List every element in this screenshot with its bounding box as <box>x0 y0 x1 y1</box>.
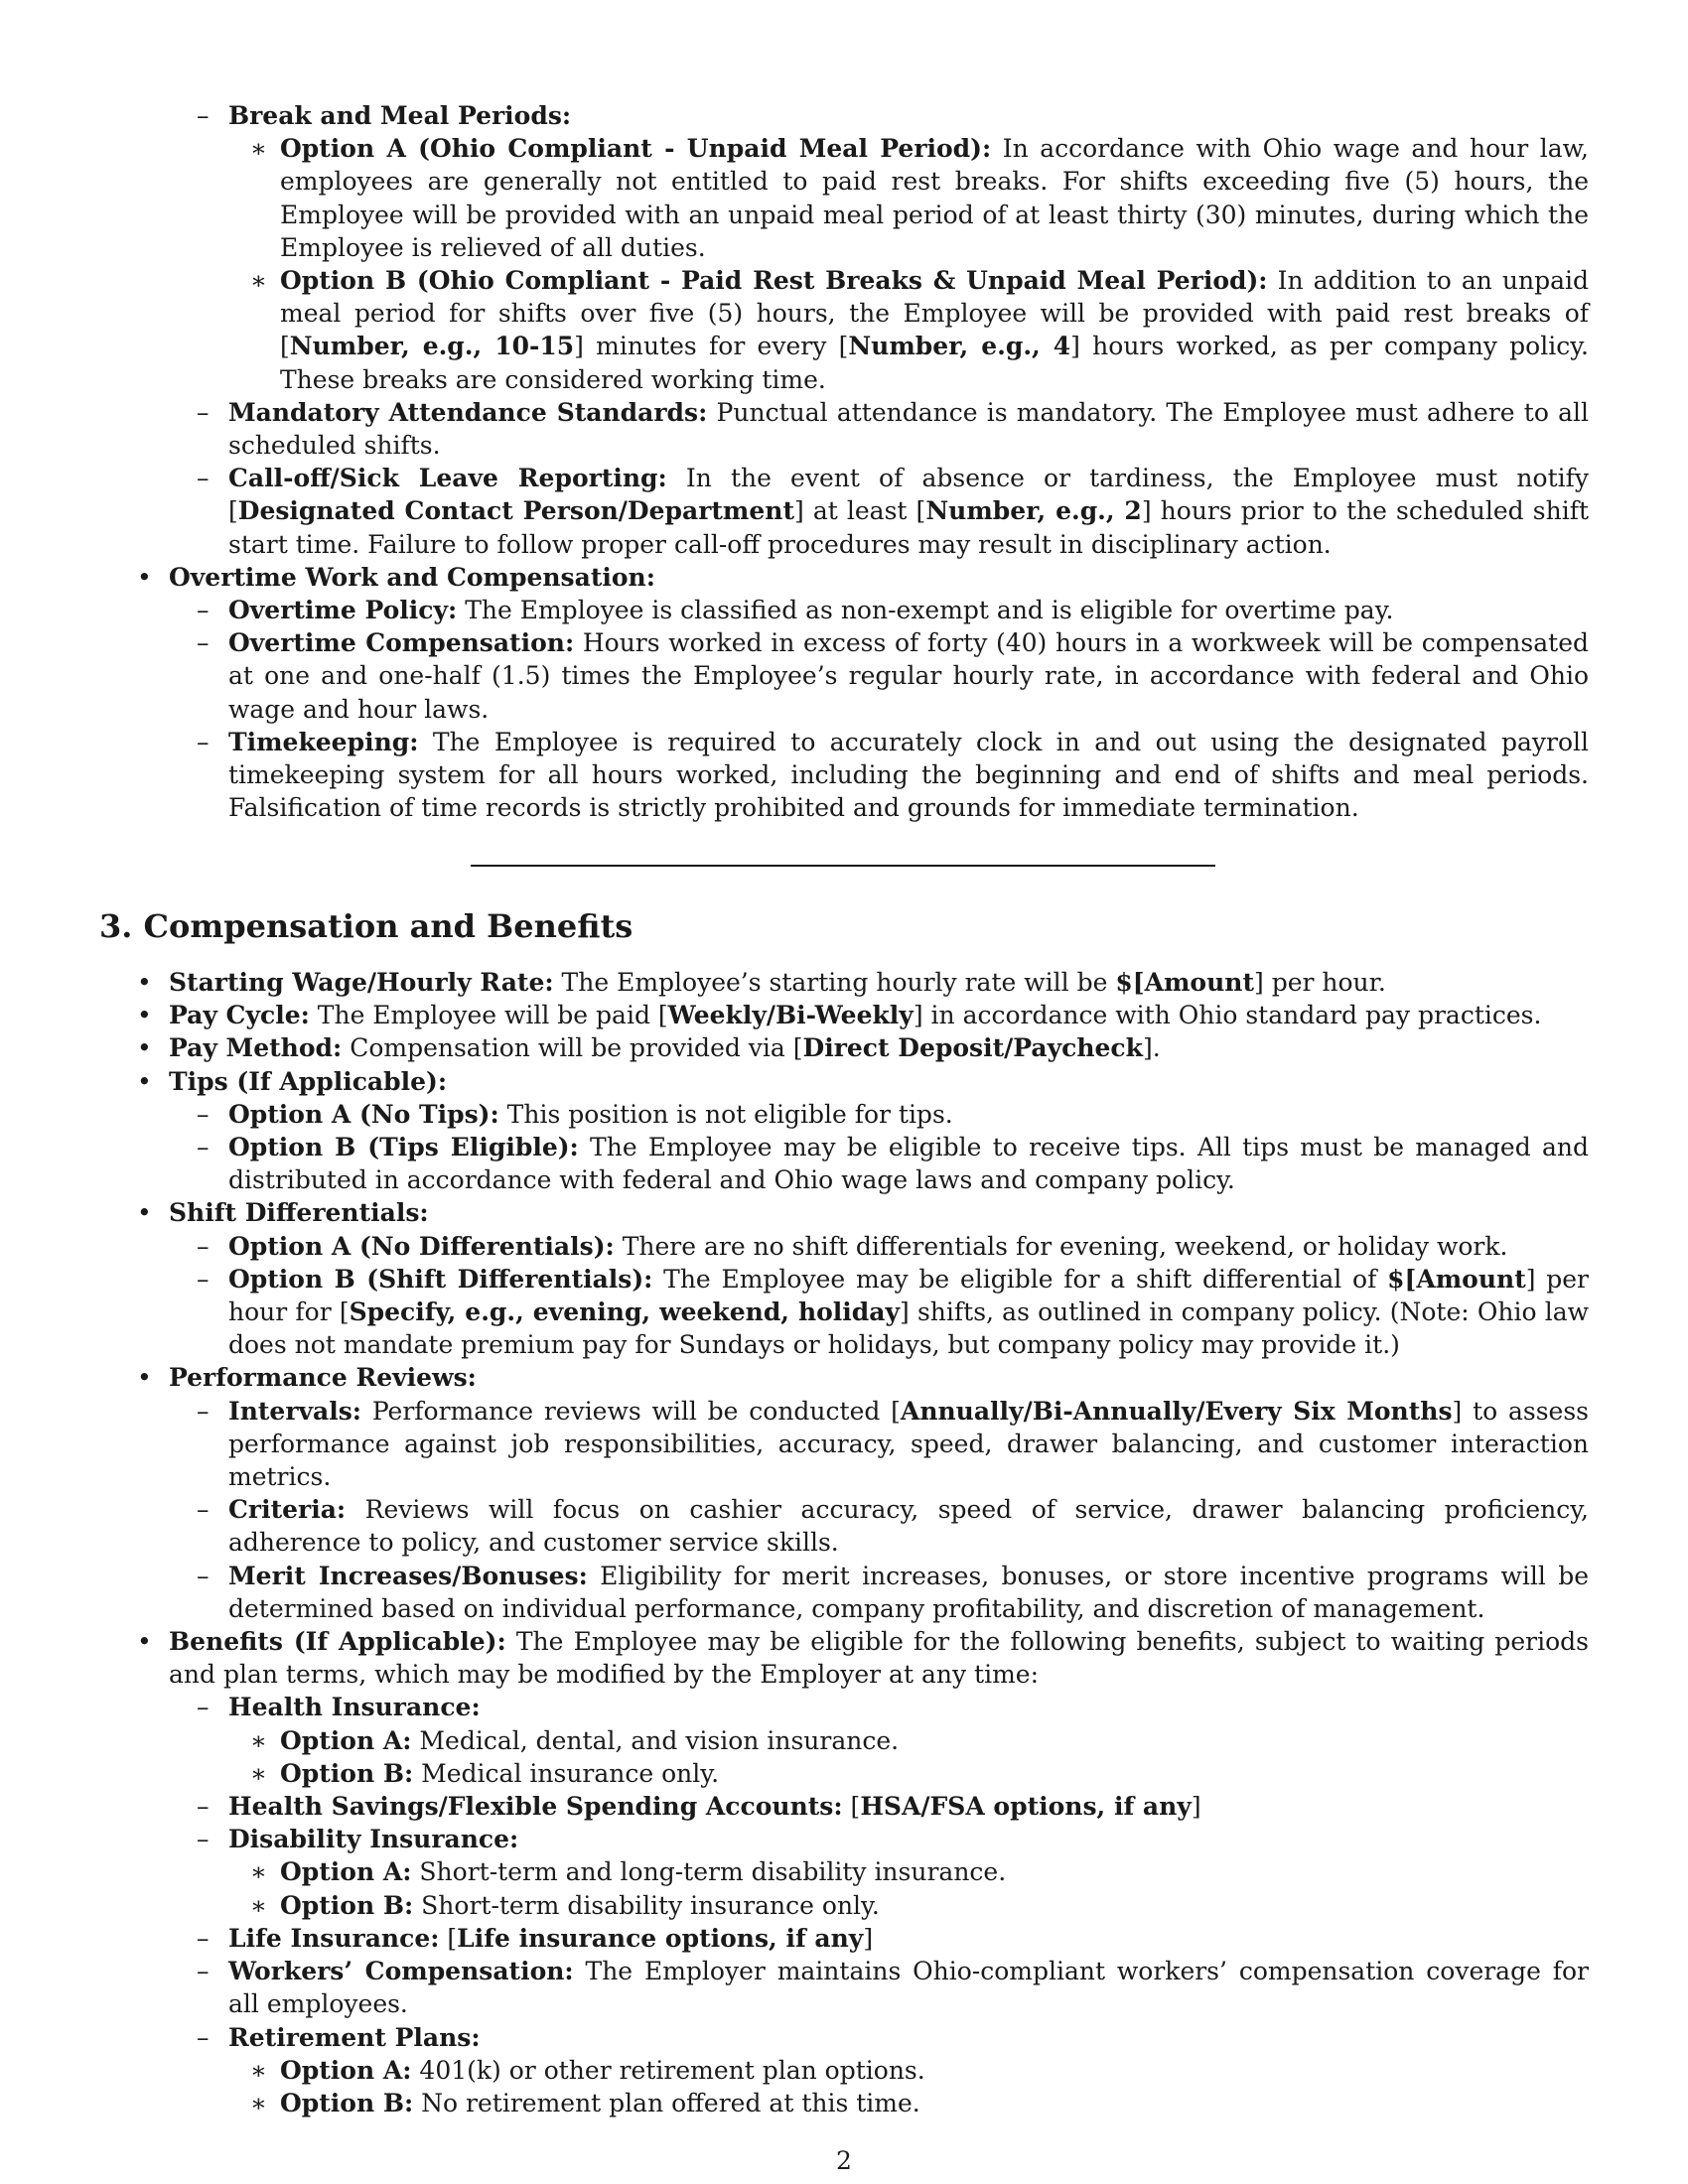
bold-text: Performance Reviews: <box>169 1363 477 1393</box>
list-item-level-1 <box>99 1031 1589 1064</box>
bullet-marker: • <box>137 968 152 997</box>
body-text: Performance reviews will be conducted [ <box>361 1396 901 1426</box>
list-item-level-3 <box>99 1889 1589 1922</box>
body-text: In addition to an unpaid meal period for shifts over five (5) hours, the Employee will be provided with paid rest breaks of [ <box>280 266 1589 361</box>
body-text: ] at least [ <box>794 496 926 526</box>
body-text: Punctual attendance is mandatory. The Employee must adhere to all scheduled shifts. <box>228 397 1589 461</box>
list-item-level-2 <box>99 1922 1589 1955</box>
list-item-level-2 <box>99 462 1589 561</box>
bold-text: Intervals: <box>228 1396 362 1426</box>
body-text: ] per hour. <box>1254 968 1386 997</box>
list-item-level-2 <box>99 396 1589 462</box>
body-text: Short-term and long-term disability insurance. <box>411 1857 1007 1887</box>
list-item-level-2 <box>99 1823 1589 1855</box>
bullet-marker: – <box>197 628 210 658</box>
list-item-level-2 <box>99 1691 1589 1723</box>
list-item-level-1 <box>99 966 1589 999</box>
bullet-marker: – <box>197 1923 210 1953</box>
list-item-level-2 <box>99 1098 1589 1131</box>
bullet-marker: – <box>197 1561 210 1590</box>
compensation-list <box>99 966 1589 2119</box>
bold-text: Designated Contact Person/Department <box>237 496 794 526</box>
bullet-marker: ∗ <box>250 266 267 296</box>
list-item-level-2 <box>99 99 1589 132</box>
bullet-marker: – <box>197 1957 210 1986</box>
bold-text: Life insurance options, if any <box>457 1923 864 1953</box>
horizontal-divider <box>471 865 1215 867</box>
bold-text: Disability Insurance: <box>228 1825 519 1854</box>
body-text: Medical insurance only. <box>413 1758 720 1788</box>
body-text: ]. <box>1142 1033 1161 1063</box>
bullet-marker: – <box>197 2022 210 2052</box>
body-text: Reviews will focus on cashier accuracy, speed of service, drawer balancing proficiency, adherence to policy, and customer service skills. <box>228 1495 1589 1558</box>
bold-text: Specify, e.g., evening, weekend, holiday <box>349 1297 901 1327</box>
bullet-marker: – <box>197 1792 210 1822</box>
bold-text: Pay Cycle: <box>169 1001 310 1030</box>
list-item-level-2 <box>99 726 1589 825</box>
body-text: This position is not eligible for tips. <box>498 1099 953 1129</box>
top-list <box>99 99 1589 824</box>
bold-text: Number, e.g., 2 <box>925 496 1142 526</box>
list-item-level-2 <box>99 1955 1589 2020</box>
bold-text: Overtime Work and Compensation: <box>169 562 655 592</box>
body-text: 401(k) or other retirement plan options. <box>411 2055 925 2085</box>
bullet-marker: ∗ <box>250 1890 267 1920</box>
bold-text: Option B: <box>280 2088 414 2117</box>
bold-text: Shift Differentials: <box>169 1198 429 1228</box>
body-text: The Employee may be eligible for the following benefits, subject to waiting periods and plan terms, which may be modified by the Employer at any time: <box>169 1627 1589 1690</box>
bullet-marker: • <box>137 1001 152 1030</box>
bold-text: Break and Meal Periods: <box>228 101 572 130</box>
list-item-level-2 <box>99 1395 1589 1494</box>
list-item-level-3 <box>99 2054 1589 2087</box>
body-text: ] hours prior to the scheduled shift start time. Failure to follow proper call-off procedures may result in disciplinary action. <box>228 496 1589 559</box>
bullet-marker: • <box>137 562 152 592</box>
bullet-marker: – <box>197 1825 210 1854</box>
bold-text: $[Amount <box>1115 968 1254 997</box>
body-text: The Employee will be paid [ <box>309 1001 668 1030</box>
list-item-level-2 <box>99 2021 1589 2054</box>
list-item-level-1 <box>99 1625 1589 1691</box>
bold-text: Overtime Policy: <box>228 596 458 625</box>
list-item-level-3 <box>99 1724 1589 1757</box>
bullet-marker: – <box>197 1495 210 1525</box>
bold-text: Pay Method: <box>169 1033 343 1063</box>
bold-text: Annually/Bi-Annually/Every Six Months <box>900 1396 1453 1426</box>
bullet-marker: – <box>197 101 210 130</box>
list-item-level-2 <box>99 1263 1589 1362</box>
list-item-level-2 <box>99 594 1589 626</box>
list-item-level-2 <box>99 1790 1589 1823</box>
bullet-marker: • <box>137 1198 152 1228</box>
bold-text: Tips (If Applicable): <box>169 1066 448 1096</box>
bullet-marker: – <box>197 464 210 493</box>
bold-text: Option A (No Tips): <box>228 1099 499 1129</box>
bullet-marker: – <box>197 1231 210 1261</box>
body-text: ] in accordance with Ohio standard pay practices. <box>913 1001 1542 1030</box>
list-item-level-1 <box>99 561 1589 594</box>
bold-text: Option B: <box>280 1758 414 1788</box>
body-text: The Employer maintains Ohio-compliant workers’ compensation coverage for all employees. <box>228 1957 1590 2019</box>
body-text: ] per hour for [ <box>228 1264 1590 1327</box>
body-text: Medical, dental, and vision insurance. <box>411 1725 900 1755</box>
bold-text: Option A: <box>280 1857 412 1887</box>
body-text: There are no shift differentials for evening, weekend, or holiday work. <box>614 1231 1508 1261</box>
list-item-level-3 <box>99 1855 1589 1888</box>
body-text: In the event of absence or tardiness, the Employee must notify [ <box>228 464 1589 526</box>
bold-text: Health Insurance: <box>228 1693 481 1722</box>
bullet-marker: ∗ <box>250 1857 267 1887</box>
body-text: The Employee is required to accurately clock in and out using the designated payroll timekeeping system for all hours worked, including the beginning and end of shifts and meal periods. Falsification of time records is strictly prohibited and grounds for immediate termination. <box>228 727 1589 823</box>
list-item-level-3 <box>99 1757 1589 1790</box>
bold-text: $[Amount <box>1387 1264 1526 1294</box>
bold-text: Option A (No Differentials): <box>228 1231 615 1261</box>
bold-text: Direct Deposit/Paycheck <box>802 1033 1143 1063</box>
list-item-level-1 <box>99 1361 1589 1394</box>
list-item-level-2 <box>99 1131 1589 1196</box>
bullet-marker: • <box>137 1363 152 1393</box>
body-text: No retirement plan offered at this time. <box>413 2088 920 2117</box>
body-text: In accordance with Ohio wage and hour law, employees are generally not entitled to paid rest breaks. For shifts exceeding five (5) hours, the Employee will be provided with an unpaid meal period of at least thirty (30) minutes, during which the Employee is relieved of all duties. <box>280 134 1589 262</box>
body-text: Compensation will be provided via [ <box>342 1033 803 1063</box>
body-text: The Employee’s starting hourly rate will be <box>553 968 1116 997</box>
bullet-marker: – <box>197 397 210 427</box>
bold-text: Benefits (If Applicable): <box>169 1627 506 1657</box>
bold-text: Option A (Ohio Compliant - Unpaid Meal Period): <box>280 134 992 164</box>
bold-text: Workers’ Compensation: <box>228 1957 574 1986</box>
bold-text: Option B (Ohio Compliant - Paid Rest Breaks & Unpaid Meal Period): <box>280 266 1268 296</box>
bold-text: Retirement Plans: <box>228 2022 481 2052</box>
list-item-level-2 <box>99 1230 1589 1263</box>
body-text: Hours worked in excess of forty (40) hours in a workweek will be compensated at one and one-half (1.5) times the Employee’s regular hourly rate, in accordance with federal and Ohio wage and hour laws. <box>228 628 1589 724</box>
bold-text: Option B (Tips Eligible): <box>228 1133 579 1162</box>
body-text: [ <box>439 1923 458 1953</box>
bullet-marker: ∗ <box>250 134 267 164</box>
bold-text: Mandatory Attendance Standards: <box>228 397 708 427</box>
bold-text: Number, e.g., 4 <box>848 332 1071 361</box>
section-title: 3. Compensation and Benefits <box>99 907 633 945</box>
bold-text: Merit Increases/Bonuses: <box>228 1561 588 1590</box>
body-text: Eligibility for merit increases, bonuses, or store incentive programs will be determined based on individual performance, company profitability, and discretion of management. <box>228 1561 1589 1623</box>
list-item-level-3 <box>99 2087 1589 2119</box>
list-item-level-2 <box>99 1493 1589 1559</box>
bold-text: Health Savings/Flexible Spending Accounts: <box>228 1792 843 1822</box>
bold-text: Weekly/Bi-Weekly <box>667 1001 914 1030</box>
body-text: ] minutes for every [ <box>574 332 849 361</box>
bullet-marker: ∗ <box>250 1725 267 1755</box>
bullet-marker: ∗ <box>250 1758 267 1788</box>
list-item-level-1 <box>99 999 1589 1031</box>
bold-text: Criteria: <box>228 1495 347 1525</box>
body-text: The Employee may be eligible to receive tips. All tips must be managed and distributed in accordance with federal and Ohio wage laws and company policy. <box>228 1133 1589 1195</box>
bold-text: Option A: <box>280 2055 412 2085</box>
bullet-marker: – <box>197 596 210 625</box>
body-text: The Employee may be eligible for a shift differential of <box>652 1264 1388 1294</box>
bullet-marker: – <box>197 1099 210 1129</box>
list-item-level-2 <box>99 626 1589 726</box>
list-item-level-3 <box>99 264 1589 396</box>
bold-text: Life Insurance: <box>228 1923 440 1953</box>
bullet-marker: – <box>197 1396 210 1426</box>
body-text: ] shifts, as outlined in company policy. (Note: Ohio law does not mandate premium pay for Sundays or holidays, but company policy may provide it.) <box>228 1297 1590 1360</box>
bold-text: Number, e.g., 10-15 <box>289 332 575 361</box>
bold-text: Call-off/Sick Leave Reporting: <box>228 464 667 493</box>
bullet-marker: – <box>197 1264 210 1294</box>
bullet-marker: • <box>137 1033 152 1063</box>
bold-text: Option B: <box>280 1890 414 1920</box>
bullet-marker: • <box>137 1066 152 1096</box>
bullet-marker: – <box>197 1133 210 1162</box>
body-text: Short-term disability insurance only. <box>413 1890 880 1920</box>
list-item-level-2 <box>99 1560 1589 1625</box>
list-item-level-1 <box>99 1196 1589 1229</box>
bullet-marker: • <box>137 1627 152 1657</box>
bullet-marker: – <box>197 1693 210 1722</box>
bullet-marker: ∗ <box>250 2088 267 2117</box>
bullet-marker: ∗ <box>250 2055 267 2085</box>
bold-text: Overtime Compensation: <box>228 628 575 658</box>
bold-text: Timekeeping: <box>228 727 419 756</box>
body-text: ] <box>863 1923 874 1953</box>
body-text: The Employee is classified as non-exempt and is eligible for overtime pay. <box>457 596 1394 625</box>
bold-text: Option A: <box>280 1725 412 1755</box>
bullet-marker: – <box>197 727 210 756</box>
body-text: ] hours worked, as per company policy. These breaks are considered working time. <box>280 332 1589 394</box>
list-item-level-1 <box>99 1065 1589 1098</box>
page-number: 2 <box>836 2146 852 2175</box>
bold-text: HSA/FSA options, if any <box>860 1792 1192 1822</box>
list-item-level-3 <box>99 132 1589 264</box>
body-text: ] to assess performance against job responsibilities, accuracy, speed, drawer balancing, and customer interaction metrics. <box>228 1396 1589 1492</box>
bold-text: Option B (Shift Differentials): <box>228 1264 653 1294</box>
body-text: [ <box>842 1792 861 1822</box>
body-text: ] <box>1191 1792 1201 1822</box>
bold-text: Starting Wage/Hourly Rate: <box>169 968 554 997</box>
